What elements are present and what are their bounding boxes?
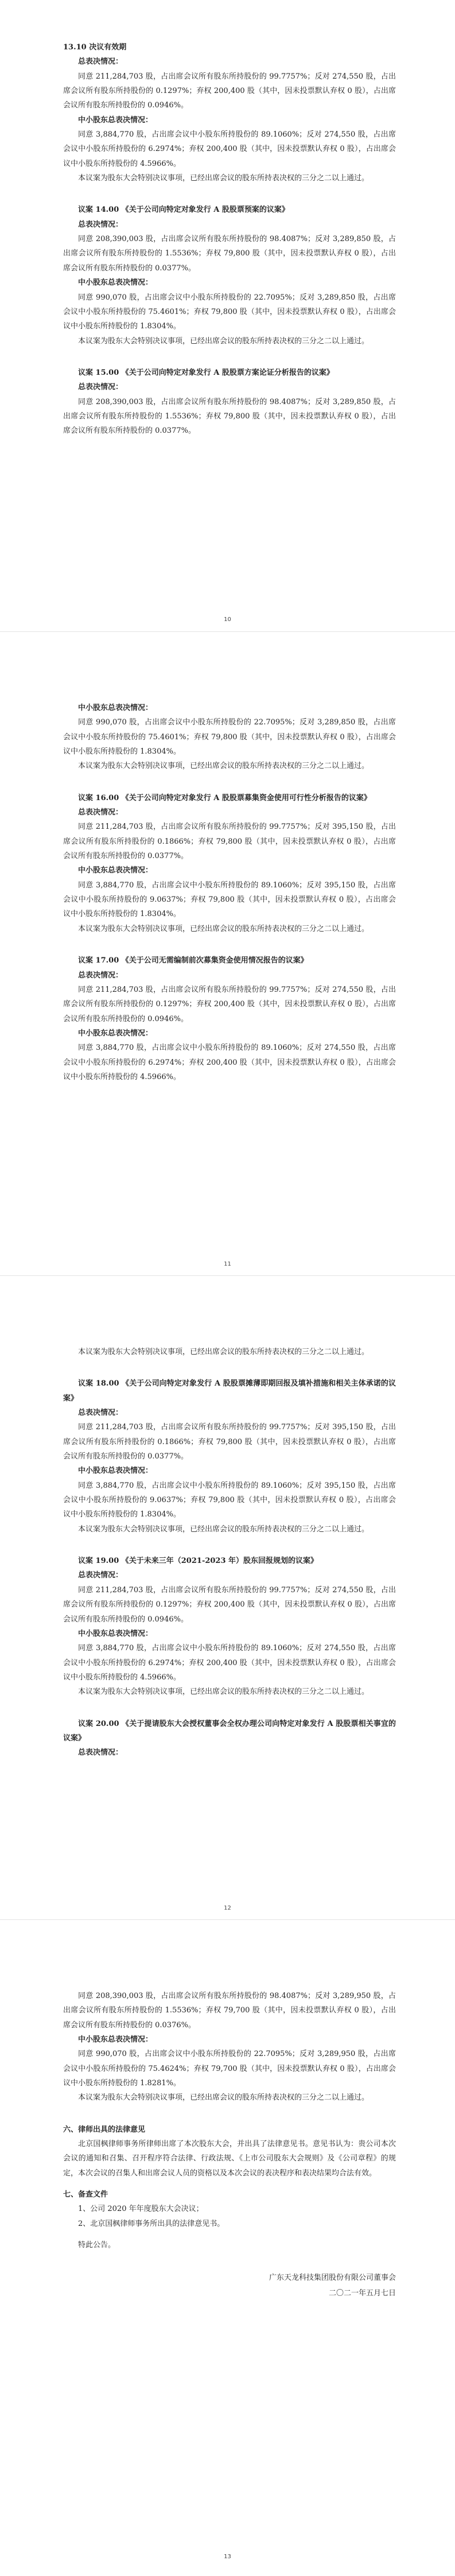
pass-text: 本议案为股东大会特别决议事项，已经出席会议的股东所持表决权的三分之二以上通过。 xyxy=(78,174,370,183)
section-6-text: 北京国枫律师事务所律师出席了本次股东大会，并出具了法律意见书。意见书认为：贵公司本次会议的通知和召集、召开程序符合法律、行政法规、《上市公司股东大会规则》及《公司章程》的规定，本次会议的召集人和出席会议人员的资格以及本次会议的表决程序和表决结果均合法有效。 xyxy=(63,2140,396,2178)
reference-doc-1: 1、公司 2020 年年度股东大会决议； xyxy=(78,2205,204,2214)
section-7-title: 七、备查文件 xyxy=(63,2190,108,2199)
motion-14-total-label: 总表决情况： xyxy=(78,220,123,229)
motion-20-small-label: 中小股东总表决情况： xyxy=(78,2035,153,2044)
motion-14-pass: 本议案为股东大会特别决议事项，已经出席会议的股东所持表决权的三分之二以上通过。 xyxy=(78,336,370,346)
motion-20-small-text: 同意 990,070 股，占出席会议中小股东所持股份的 22.7095%；反对 3,289,950 股，占出席会议中小股东所持股份的 75.4624%；弃权 79,700 股（其中，因未投票默认弃权 0 股），占出席会议中小股东所持股份的 1.8281%。 xyxy=(63,2050,396,2088)
motion-14-small-text: 同意 990,070 股，占出席会议中小股东所持股份的 22.7095%；反对 3,289,850 股，占出席会议中小股东所持股份的 75.4601%；弃权 79,800 股（其中，因未投票默认弃权 0 股），占出席会议中小股东所持股份的 1.8304%。 xyxy=(63,293,396,331)
motion-20-total-text: 同意 208,390,003 股，占出席会议所有股东所持股份的 98.4087%；反对 3,289,950 股，占出席会议所有股东所持股份的 1.5536%；弃权 79,700 股（其中，因未投票默认弃权 0 股），占出席会议所有股东所持股份的 0.0376%。 xyxy=(63,1992,396,2030)
page-number: 11 xyxy=(224,1261,231,1267)
motion-16-title: 议案 16.00 《关于公司向特定对象发行 A 股股票募集资金使用可行性分析报告的议案》 xyxy=(78,793,371,802)
motion-19-total-label: 总表决情况： xyxy=(78,1571,123,1580)
page-4 xyxy=(0,1920,455,2576)
motion-14-total-text: 同意 208,390,003 股，占出席会议所有股东所持股份的 98.4087%；反对 3,289,850 股，占出席会议所有股东所持股份的 1.5536%；弃权 79,800 股（其中，因未投票默认弃权 0 股），占出席会议所有股东所持股份的 0.0377%。 xyxy=(63,235,396,273)
page-number: 12 xyxy=(224,1905,231,1911)
motion-16-small-text: 同意 3,884,770 股，占出席会议中小股东所持股份的 89.1060%；反对 395,150 股，占出席会议中小股东所持股份的 9.0637%；弃权 79,800 股（其中，因未投票默认弃权 0 股），占出席会议中小股东所持股份的 1.8304%。 xyxy=(63,880,396,919)
motion-18-title: 议案 18.00 《关于公司向特定对象发行 A 股股票摊薄即期回报及填补措施和相关主体承诺的议案》 xyxy=(63,1379,396,1403)
page-3-content xyxy=(63,1345,396,1760)
motion-14-small-label: 中小股东总表决情况： xyxy=(78,278,153,288)
motion-17-total-text: 同意 211,284,703 股，占出席会议所有股东所持股份的 99.7757%；反对 274,550 股，占出席会议所有股东所持股份的 0.1297%；弃权 200,400 股（其中，因未投票默认弃权 0 股），占出席会议所有股东所持股份的 0.0946%。 xyxy=(63,985,396,1023)
item-13-10-title: 13.10 决议有效期 xyxy=(63,43,127,52)
motion-20-title: 议案 20.00 《关于提请股东大会授权董事会全权办理公司向特定对象发行 A 股股票相关事宜的议案》 xyxy=(63,1719,396,1743)
motion-14-title: 议案 14.00 《关于公司向特定对象发行 A 股股票预案的议案》 xyxy=(78,205,289,215)
motion-15-small-label: 中小股东总表决情况： xyxy=(78,704,153,712)
motion-19-title: 议案 19.00 《关于未来三年（2021-2023 年）股东回报规划的议案》 xyxy=(78,1557,318,1566)
signature-org: 广东天龙科技集团股份有限公司董事会 xyxy=(269,2273,396,2282)
motion-18-small-text: 同意 3,884,770 股，占出席会议中小股东所持股份的 89.1060%；反对 395,150 股，占出席会议中小股东所持股份的 9.0637%；弃权 79,800 股（其中，因未投票默认弃权 0 股），占出席会议中小股东所持股份的 1.8304%。 xyxy=(63,1481,396,1519)
motion-19-small-text: 同意 3,884,770 股，占出席会议中小股东所持股份的 89.1060%；反对 274,550 股，占出席会议中小股东所持股份的 6.2974%；弃权 200,400 股（其中，因未投票默认弃权 0 股），占出席会议中小股东所持股份的 4.5966%。 xyxy=(63,1644,396,1682)
motion-17-small-label: 中小股东总表决情况： xyxy=(78,1029,153,1038)
motion-17-title: 议案 17.00 《关于公司无需编制前次募集资金使用情况报告的议案》 xyxy=(78,956,308,965)
motion-15-title: 议案 15.00 《关于公司向特定对象发行 A 股股票方案论证分析报告的议案》 xyxy=(78,368,334,377)
motion-17-total-label: 总表决情况： xyxy=(78,971,123,980)
total-vote-text: 同意 211,284,703 股，占出席会议所有股东所持股份的 99.7757%；反对 274,550 股，占出席会议所有股东所持股份的 0.1297%；弃权 200,400 股（其中，因未投票默认弃权 0 股），占出席会议所有股东所持股份的 0.0946%。 xyxy=(63,72,396,110)
motion-15-pass: 本议案为股东大会特别决议事项，已经出席会议的股东所持表决权的三分之二以上通过。 xyxy=(78,762,370,771)
motion-16-total-label: 总表决情况： xyxy=(78,808,123,817)
motion-18-total-label: 总表决情况： xyxy=(78,1409,123,1418)
page-2-content xyxy=(63,701,396,1084)
total-vote-label: 总表决情况： xyxy=(78,57,123,67)
motion-18-total-text: 同意 211,284,703 股，占出席会议所有股东所持股份的 99.7757%；反对 395,150 股，占出席会议所有股东所持股份的 0.1866%；弃权 79,800 股（其中，因未投票默认弃权 0 股），占出席会议所有股东所持股份的 0.0377%。 xyxy=(63,1423,396,1461)
small-vote-text: 同意 3,884,770 股，占出席会议中小股东所持股份的 89.1060%；反对 274,550 股，占出席会议中小股东所持股份的 6.2974%；弃权 200,400 股（其中，因未投票默认弃权 0 股），占出席会议中小股东所持股份的 4.5966%。 xyxy=(63,130,396,168)
motion-20-total-label: 总表决情况： xyxy=(78,1748,123,1758)
motion-15-total-label: 总表决情况： xyxy=(78,383,123,392)
motion-15-small-text: 同意 990,070 股，占出席会议中小股东所持股份的 22.7095%；反对 3,289,850 股，占出席会议中小股东所持股份的 75.4601%；弃权 79,800 股（其中，因未投票默认弃权 0 股），占出席会议中小股东所持股份的 1.8304%。 xyxy=(63,718,396,756)
page-2 xyxy=(0,632,455,1275)
motion-20-pass: 本议案为股东大会特别决议事项，已经出席会议的股东所持表决权的三分之二以上通过。 xyxy=(78,2093,370,2102)
motion-17-pass: 本议案为股东大会特别决议事项，已经出席会议的股东所持表决权的三分之二以上通过。 xyxy=(78,1348,370,1356)
page-1-content xyxy=(63,40,396,439)
motion-18-pass: 本议案为股东大会特别决议事项，已经出席会议的股东所持表决权的三分之二以上通过。 xyxy=(78,1524,370,1534)
motion-19-pass: 本议案为股东大会特别决议事项，已经出席会议的股东所持表决权的三分之二以上通过。 xyxy=(78,1687,370,1697)
motion-19-small-label: 中小股东总表决情况： xyxy=(78,1629,153,1638)
page-number: 10 xyxy=(224,616,231,623)
reference-doc-2: 2、北京国枫律师事务所出具的法律意见书。 xyxy=(78,2219,225,2228)
motion-16-small-label: 中小股东总表决情况： xyxy=(78,866,153,875)
motion-19-total-text: 同意 211,284,703 股，占出席会议所有股东所持股份的 99.7757%；反对 274,550 股，占出席会议所有股东所持股份的 0.1297%；弃权 200,400 股（其中，因未投票默认弃权 0 股），占出席会议所有股东所持股份的 0.0946%。 xyxy=(63,1585,396,1624)
motion-16-total-text: 同意 211,284,703 股，占出席会议所有股东所持股份的 99.7757%；反对 395,150 股，占出席会议所有股东所持股份的 0.1866%；弃权 79,800 股（其中，因未投票默认弃权 0 股），占出席会议所有股东所持股份的 0.0377%。 xyxy=(63,823,396,861)
page-3 xyxy=(0,1276,455,1919)
motion-18-small-label: 中小股东总表决情况： xyxy=(78,1467,153,1476)
motion-16-pass: 本议案为股东大会特别决议事项，已经出席会议的股东所持表决权的三分之二以上通过。 xyxy=(78,924,370,933)
section-6-title: 六、律师出具的法律意见 xyxy=(63,2125,146,2134)
announcement-closing: 特此公告。 xyxy=(78,2241,116,2250)
page-4-content xyxy=(63,1989,396,2301)
motion-17-small-text: 同意 3,884,770 股，占出席会议中小股东所持股份的 89.1060%；反对 274,550 股，占出席会议中小股东所持股份的 6.2974%；弃权 200,400 股（其中，因未投票默认弃权 0 股），占出席会议中小股东所持股份的 4.5966%。 xyxy=(63,1043,396,1081)
page-number: 13 xyxy=(224,2554,231,2560)
motion-15-total-text: 同意 208,390,003 股，占出席会议所有股东所持股份的 98.4087%；反对 3,289,850 股，占出席会议所有股东所持股份的 1.5536%；弃权 79,800 股（其中，因未投票默认弃权 0 股），占出席会议所有股东所持股份的 0.0377%。 xyxy=(63,397,396,436)
signature-date: 二〇二一年五月七日 xyxy=(328,2288,396,2298)
small-vote-label: 中小股东总表决情况： xyxy=(78,115,153,125)
page-1 xyxy=(0,0,455,631)
